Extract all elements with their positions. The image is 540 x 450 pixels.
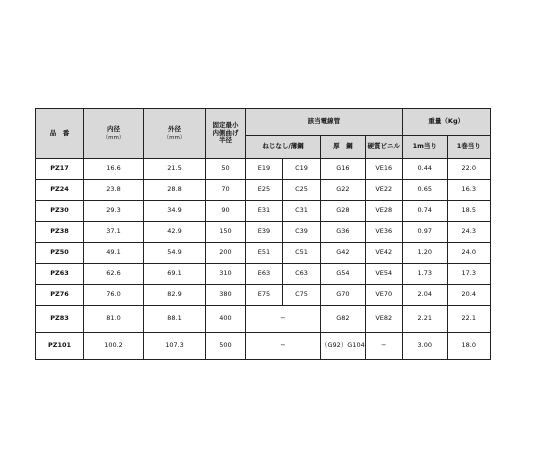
outer-diameter: 82.9 bbox=[144, 285, 206, 306]
weight-per-roll: 22.1 bbox=[447, 306, 490, 333]
inner-unit: （mm） bbox=[102, 134, 125, 141]
outer-diameter: 21.5 bbox=[144, 159, 206, 180]
product-code: PZ63 bbox=[36, 264, 84, 285]
weight-per-m: 3.00 bbox=[402, 333, 447, 360]
bend-radius: 400 bbox=[206, 306, 246, 333]
table-row bbox=[36, 285, 491, 306]
conduit-thick: G42 bbox=[321, 243, 366, 264]
radius-line-1: 固定最小 bbox=[212, 120, 239, 129]
weight-per-roll: 24.3 bbox=[447, 222, 490, 243]
conduit-thick: G28 bbox=[321, 201, 366, 222]
conduit-c: C75 bbox=[283, 285, 321, 306]
conduit-thick: G82 bbox=[321, 306, 366, 333]
product-code: PZ76 bbox=[36, 285, 84, 306]
conduit-vinyl: VE22 bbox=[365, 180, 402, 201]
product-code: PZ30 bbox=[36, 201, 84, 222]
conduit-e: E31 bbox=[246, 201, 283, 222]
weight-per-m: 0.97 bbox=[402, 222, 447, 243]
outer-diameter: 42.9 bbox=[144, 222, 206, 243]
conduit-vinyl: VE70 bbox=[365, 285, 402, 306]
conduit-thick: G54 bbox=[321, 264, 366, 285]
conduit-c: C39 bbox=[283, 222, 321, 243]
weight-per-roll: 22.0 bbox=[447, 159, 490, 180]
inner-diameter: 29.3 bbox=[84, 201, 144, 222]
bend-radius: 90 bbox=[206, 201, 246, 222]
inner-label: 内径 bbox=[107, 124, 120, 133]
table-row bbox=[36, 243, 491, 264]
product-code: PZ101 bbox=[36, 333, 84, 360]
bend-radius: 380 bbox=[206, 285, 246, 306]
col-header-outer bbox=[144, 109, 206, 159]
conduit-thick: G22 bbox=[321, 180, 366, 201]
radius-line-3: 半径 bbox=[219, 136, 232, 145]
outer-diameter: 107.3 bbox=[144, 333, 206, 360]
weight-per-roll: 18.0 bbox=[447, 333, 490, 360]
inner-diameter: 16.6 bbox=[84, 159, 144, 180]
header-row bbox=[36, 109, 491, 136]
spec-table bbox=[35, 108, 491, 360]
table-row bbox=[36, 264, 491, 285]
conduit-vinyl: VE42 bbox=[365, 243, 402, 264]
weight-per-m: 0.74 bbox=[402, 201, 447, 222]
col-header-thick: 厚 鋼 bbox=[321, 136, 366, 159]
col-header-conduit: 該当電線管 bbox=[246, 109, 403, 136]
outer-label: 外径 bbox=[168, 124, 181, 133]
conduit-c: C63 bbox=[283, 264, 321, 285]
weight-per-m: 2.04 bbox=[402, 285, 447, 306]
inner-diameter: 37.1 bbox=[84, 222, 144, 243]
col-header-bend-radius bbox=[206, 109, 246, 159]
inner-diameter: 81.0 bbox=[84, 306, 144, 333]
col-header-inner bbox=[84, 109, 144, 159]
bend-radius: 70 bbox=[206, 180, 246, 201]
col-header-product: 品 番 bbox=[36, 109, 84, 159]
conduit-thick: G16 bbox=[321, 159, 366, 180]
outer-unit: （mm） bbox=[163, 134, 186, 141]
conduit-e: E75 bbox=[246, 285, 283, 306]
product-code: PZ24 bbox=[36, 180, 84, 201]
conduit-vinyl: VE82 bbox=[365, 306, 402, 333]
outer-diameter: 28.8 bbox=[144, 180, 206, 201]
bend-radius: 310 bbox=[206, 264, 246, 285]
table-row bbox=[36, 201, 491, 222]
outer-diameter: 54.9 bbox=[144, 243, 206, 264]
table-row bbox=[36, 159, 491, 180]
weight-per-roll: 24.0 bbox=[447, 243, 490, 264]
conduit-e: E25 bbox=[246, 180, 283, 201]
conduit-c: C25 bbox=[283, 180, 321, 201]
outer-diameter: 88.1 bbox=[144, 306, 206, 333]
conduit-c: C31 bbox=[283, 201, 321, 222]
table-row bbox=[36, 306, 491, 333]
inner-diameter: 62.6 bbox=[84, 264, 144, 285]
conduit-threadless: − bbox=[246, 333, 321, 360]
conduit-vinyl: − bbox=[365, 333, 402, 360]
weight-per-m: 1.20 bbox=[402, 243, 447, 264]
weight-per-roll: 18.5 bbox=[447, 201, 490, 222]
conduit-vinyl: VE36 bbox=[365, 222, 402, 243]
weight-per-m: 1.73 bbox=[402, 264, 447, 285]
col-header-per-m: 1m当り bbox=[402, 136, 447, 159]
outer-diameter: 69.1 bbox=[144, 264, 206, 285]
weight-per-m: 2.21 bbox=[402, 306, 447, 333]
conduit-vinyl: VE28 bbox=[365, 201, 402, 222]
weight-per-m: 0.65 bbox=[402, 180, 447, 201]
product-code: PZ50 bbox=[36, 243, 84, 264]
outer-diameter: 34.9 bbox=[144, 201, 206, 222]
inner-diameter: 49.1 bbox=[84, 243, 144, 264]
col-header-vinyl: 硬質ビニル bbox=[365, 136, 402, 159]
bend-radius: 50 bbox=[206, 159, 246, 180]
product-code: PZ17 bbox=[36, 159, 84, 180]
table-row bbox=[36, 333, 491, 360]
bend-radius: 200 bbox=[206, 243, 246, 264]
conduit-e: E39 bbox=[246, 222, 283, 243]
weight-per-m: 0.44 bbox=[402, 159, 447, 180]
product-code: PZ83 bbox=[36, 306, 84, 333]
conduit-e: E51 bbox=[246, 243, 283, 264]
conduit-vinyl: VE54 bbox=[365, 264, 402, 285]
weight-per-roll: 17.3 bbox=[447, 264, 490, 285]
bend-radius: 500 bbox=[206, 333, 246, 360]
radius-line-2: 内側曲げ bbox=[212, 128, 239, 137]
weight-per-roll: 20.4 bbox=[447, 285, 490, 306]
table-row bbox=[36, 180, 491, 201]
weight-per-roll: 16.3 bbox=[447, 180, 490, 201]
table-row bbox=[36, 222, 491, 243]
conduit-thick: G36 bbox=[321, 222, 366, 243]
conduit-e: E19 bbox=[246, 159, 283, 180]
conduit-e: E63 bbox=[246, 264, 283, 285]
conduit-threadless: − bbox=[246, 306, 321, 333]
product-code: PZ38 bbox=[36, 222, 84, 243]
bend-radius: 150 bbox=[206, 222, 246, 243]
inner-diameter: 76.0 bbox=[84, 285, 144, 306]
conduit-thick: （G92）G104 bbox=[321, 333, 366, 360]
conduit-thick: G70 bbox=[321, 285, 366, 306]
conduit-vinyl: VE16 bbox=[365, 159, 402, 180]
col-header-per-roll: 1巻当り bbox=[447, 136, 490, 159]
col-header-threadless: ねじなし/薄鋼 bbox=[246, 136, 321, 159]
col-header-weight: 重量（Kg） bbox=[402, 109, 490, 136]
conduit-c: C51 bbox=[283, 243, 321, 264]
inner-diameter: 100.2 bbox=[84, 333, 144, 360]
inner-diameter: 23.8 bbox=[84, 180, 144, 201]
conduit-c: C19 bbox=[283, 159, 321, 180]
